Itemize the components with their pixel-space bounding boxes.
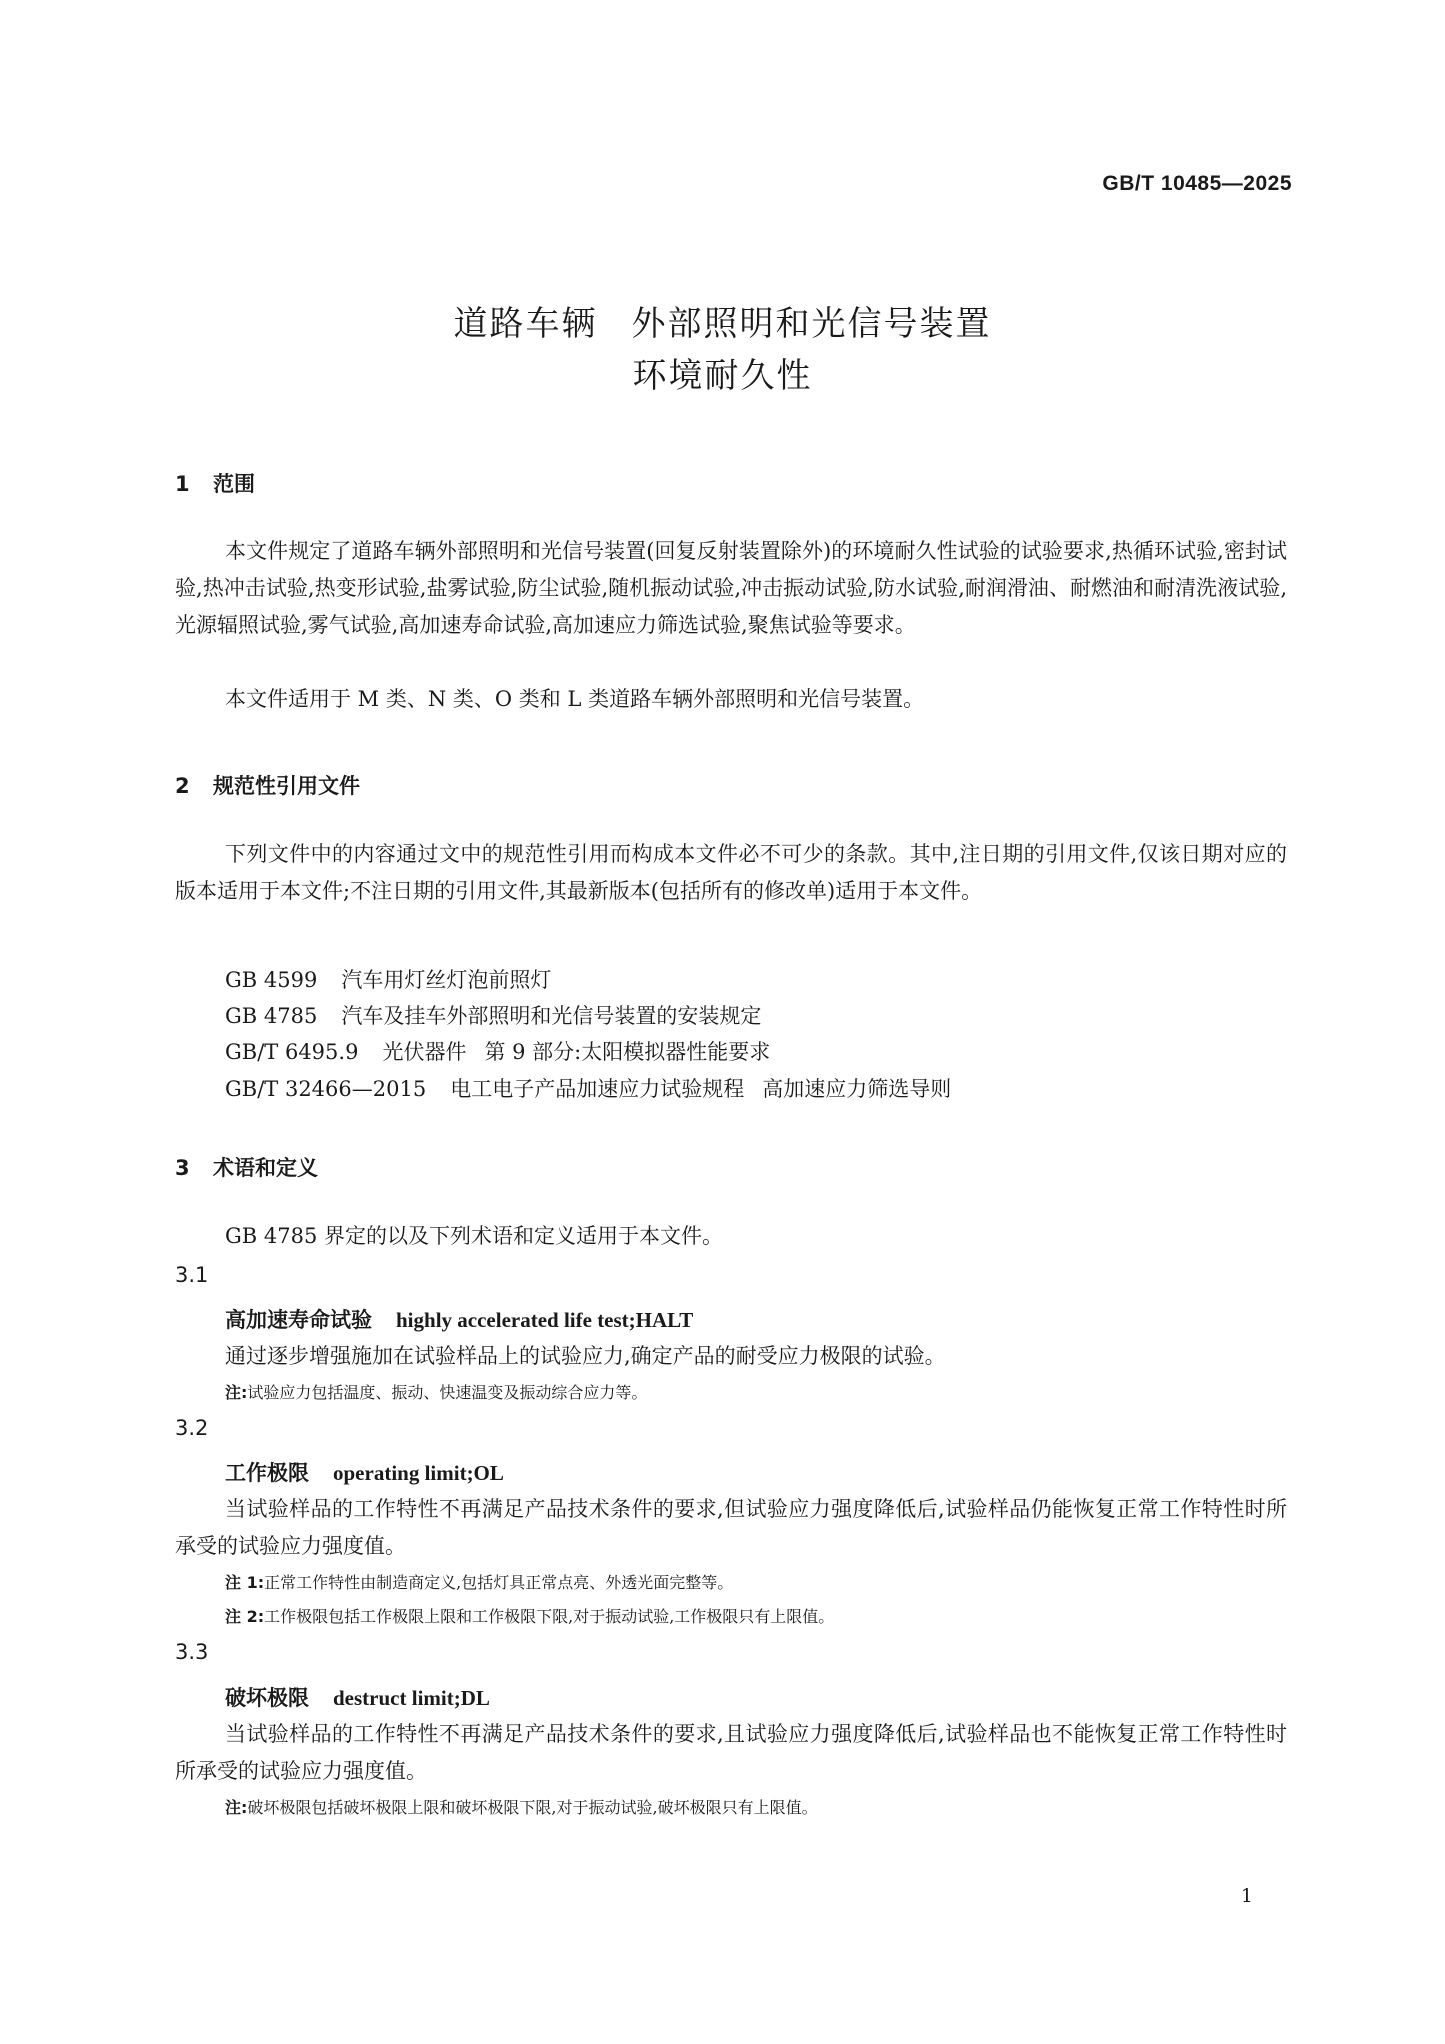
note-label: 注 2: — [225, 1607, 265, 1626]
reference-item — [225, 1000, 761, 1030]
reference-code: GB/T 6495.9 — [225, 1040, 359, 1064]
term-title — [225, 1457, 504, 1487]
note-text: 工作极限包括工作极限上限和工作极限下限,对于振动试验,工作极限只有上限值。 — [264, 1607, 835, 1626]
term-note — [225, 1380, 647, 1403]
section-number: 1 — [175, 472, 190, 496]
reference-item — [225, 1036, 770, 1066]
term-en: operating limit;OL — [333, 1461, 504, 1485]
note-text: 破坏极限包括破坏极限上限和破坏极限下限,对于振动试验,破坏极限只有上限值。 — [247, 1798, 818, 1817]
term-cn: 破坏极限 — [225, 1686, 309, 1710]
reference-code: GB/T 32466—2015 — [225, 1077, 427, 1101]
reference-subtitle: 高加速应力筛选导则 — [762, 1077, 952, 1101]
term-cn: 工作极限 — [225, 1461, 309, 1485]
term-note — [225, 1570, 733, 1593]
document-title-line2: 环境耐久性 — [632, 356, 813, 396]
section-number: 3 — [175, 1156, 190, 1180]
term-definition: 当试验样品的工作特性不再满足产品技术条件的要求,且试验应力强度降低后,试验样品也不能恢复正常工作特性时所承受的试验应力强度值。 — [175, 1722, 1287, 1783]
page-number: 1 — [1240, 1885, 1253, 1907]
term-cn: 高加速寿命试验 — [225, 1308, 372, 1332]
note-label: 注: — [225, 1383, 248, 1402]
section-3-intro: GB 4785 界定的以及下列术语和定义适用于本文件。 — [225, 1224, 723, 1248]
note-text: 试验应力包括温度、振动、快速温变及振动综合应力等。 — [247, 1383, 648, 1402]
term-note — [225, 1795, 818, 1818]
reference-title: 光伏器件 — [382, 1040, 467, 1064]
title-part2: 外部照明和光信号装置 — [631, 304, 992, 344]
reference-title: 汽车用灯丝灯泡前照灯 — [341, 968, 552, 992]
reference-title: 汽车及挂车外部照明和光信号装置的安装规定 — [341, 1004, 762, 1028]
title-part1: 道路车辆 — [453, 304, 598, 344]
term-number: 3.2 — [175, 1416, 209, 1440]
reference-title: 电工电子产品加速应力试验规程 — [450, 1077, 745, 1101]
term-number: 3.3 — [175, 1640, 209, 1664]
section-1-para-2: 本文件适用于 M 类、N 类、O 类和 L 类道路车辆外部照明和光信号装置。 — [225, 687, 925, 711]
term-note — [225, 1604, 834, 1627]
document-title-line1 — [0, 296, 1445, 345]
section-1-heading — [175, 468, 255, 498]
section-3-heading — [175, 1152, 318, 1182]
reference-item — [225, 964, 551, 994]
reference-subtitle: 第 9 部分:太阳模拟器性能要求 — [484, 1040, 771, 1064]
note-label: 注: — [225, 1798, 248, 1817]
section-title: 规范性引用文件 — [213, 774, 360, 798]
section-number: 2 — [175, 774, 190, 798]
standard-number: GB/T 10485—2025 — [1102, 172, 1292, 195]
note-label: 注 1: — [225, 1573, 265, 1592]
term-definition: 通过逐步增强施加在试验样品上的试验应力,确定产品的耐受应力极限的试验。 — [225, 1344, 946, 1368]
term-en: highly accelerated life test;HALT — [396, 1308, 694, 1332]
term-title — [225, 1304, 693, 1334]
term-number: 3.1 — [175, 1263, 209, 1287]
term-en: destruct limit;DL — [333, 1686, 490, 1710]
term-title — [225, 1682, 490, 1712]
section-1-para-1: 本文件规定了道路车辆外部照明和光信号装置(回复反射装置除外)的环境耐久性试验的试验要求,热循环试验,密封试验,热冲击试验,热变形试验,盐雾试验,防尘试验,随机振动试验,冲击振动试验,防水试验,耐润滑油、耐燃油和耐清洗液试验,光源辐照试验,雾气试验,高加速寿命试验,高加速应力筛选试验,聚焦试验等要求。 — [175, 539, 1287, 637]
section-2-intro: 下列文件中的内容通过文中的规范性引用而构成本文件必不可少的条款。其中,注日期的引用文件,仅该日期对应的版本适用于本文件;不注日期的引用文件,其最新版本(包括所有的修改单)适用于本文件。 — [175, 842, 1287, 903]
term-definition: 当试验样品的工作特性不再满足产品技术条件的要求,但试验应力强度降低后,试验样品仍能恢复正常工作特性时所承受的试验应力强度值。 — [175, 1497, 1287, 1558]
section-title: 术语和定义 — [213, 1156, 318, 1180]
reference-item — [225, 1073, 951, 1103]
section-title: 范围 — [213, 472, 255, 496]
note-text: 正常工作特性由制造商定义,包括灯具正常点亮、外透光面完整等。 — [264, 1573, 734, 1592]
section-2-heading — [175, 770, 360, 800]
reference-code: GB 4599 — [225, 968, 318, 992]
reference-code: GB 4785 — [225, 1004, 318, 1028]
